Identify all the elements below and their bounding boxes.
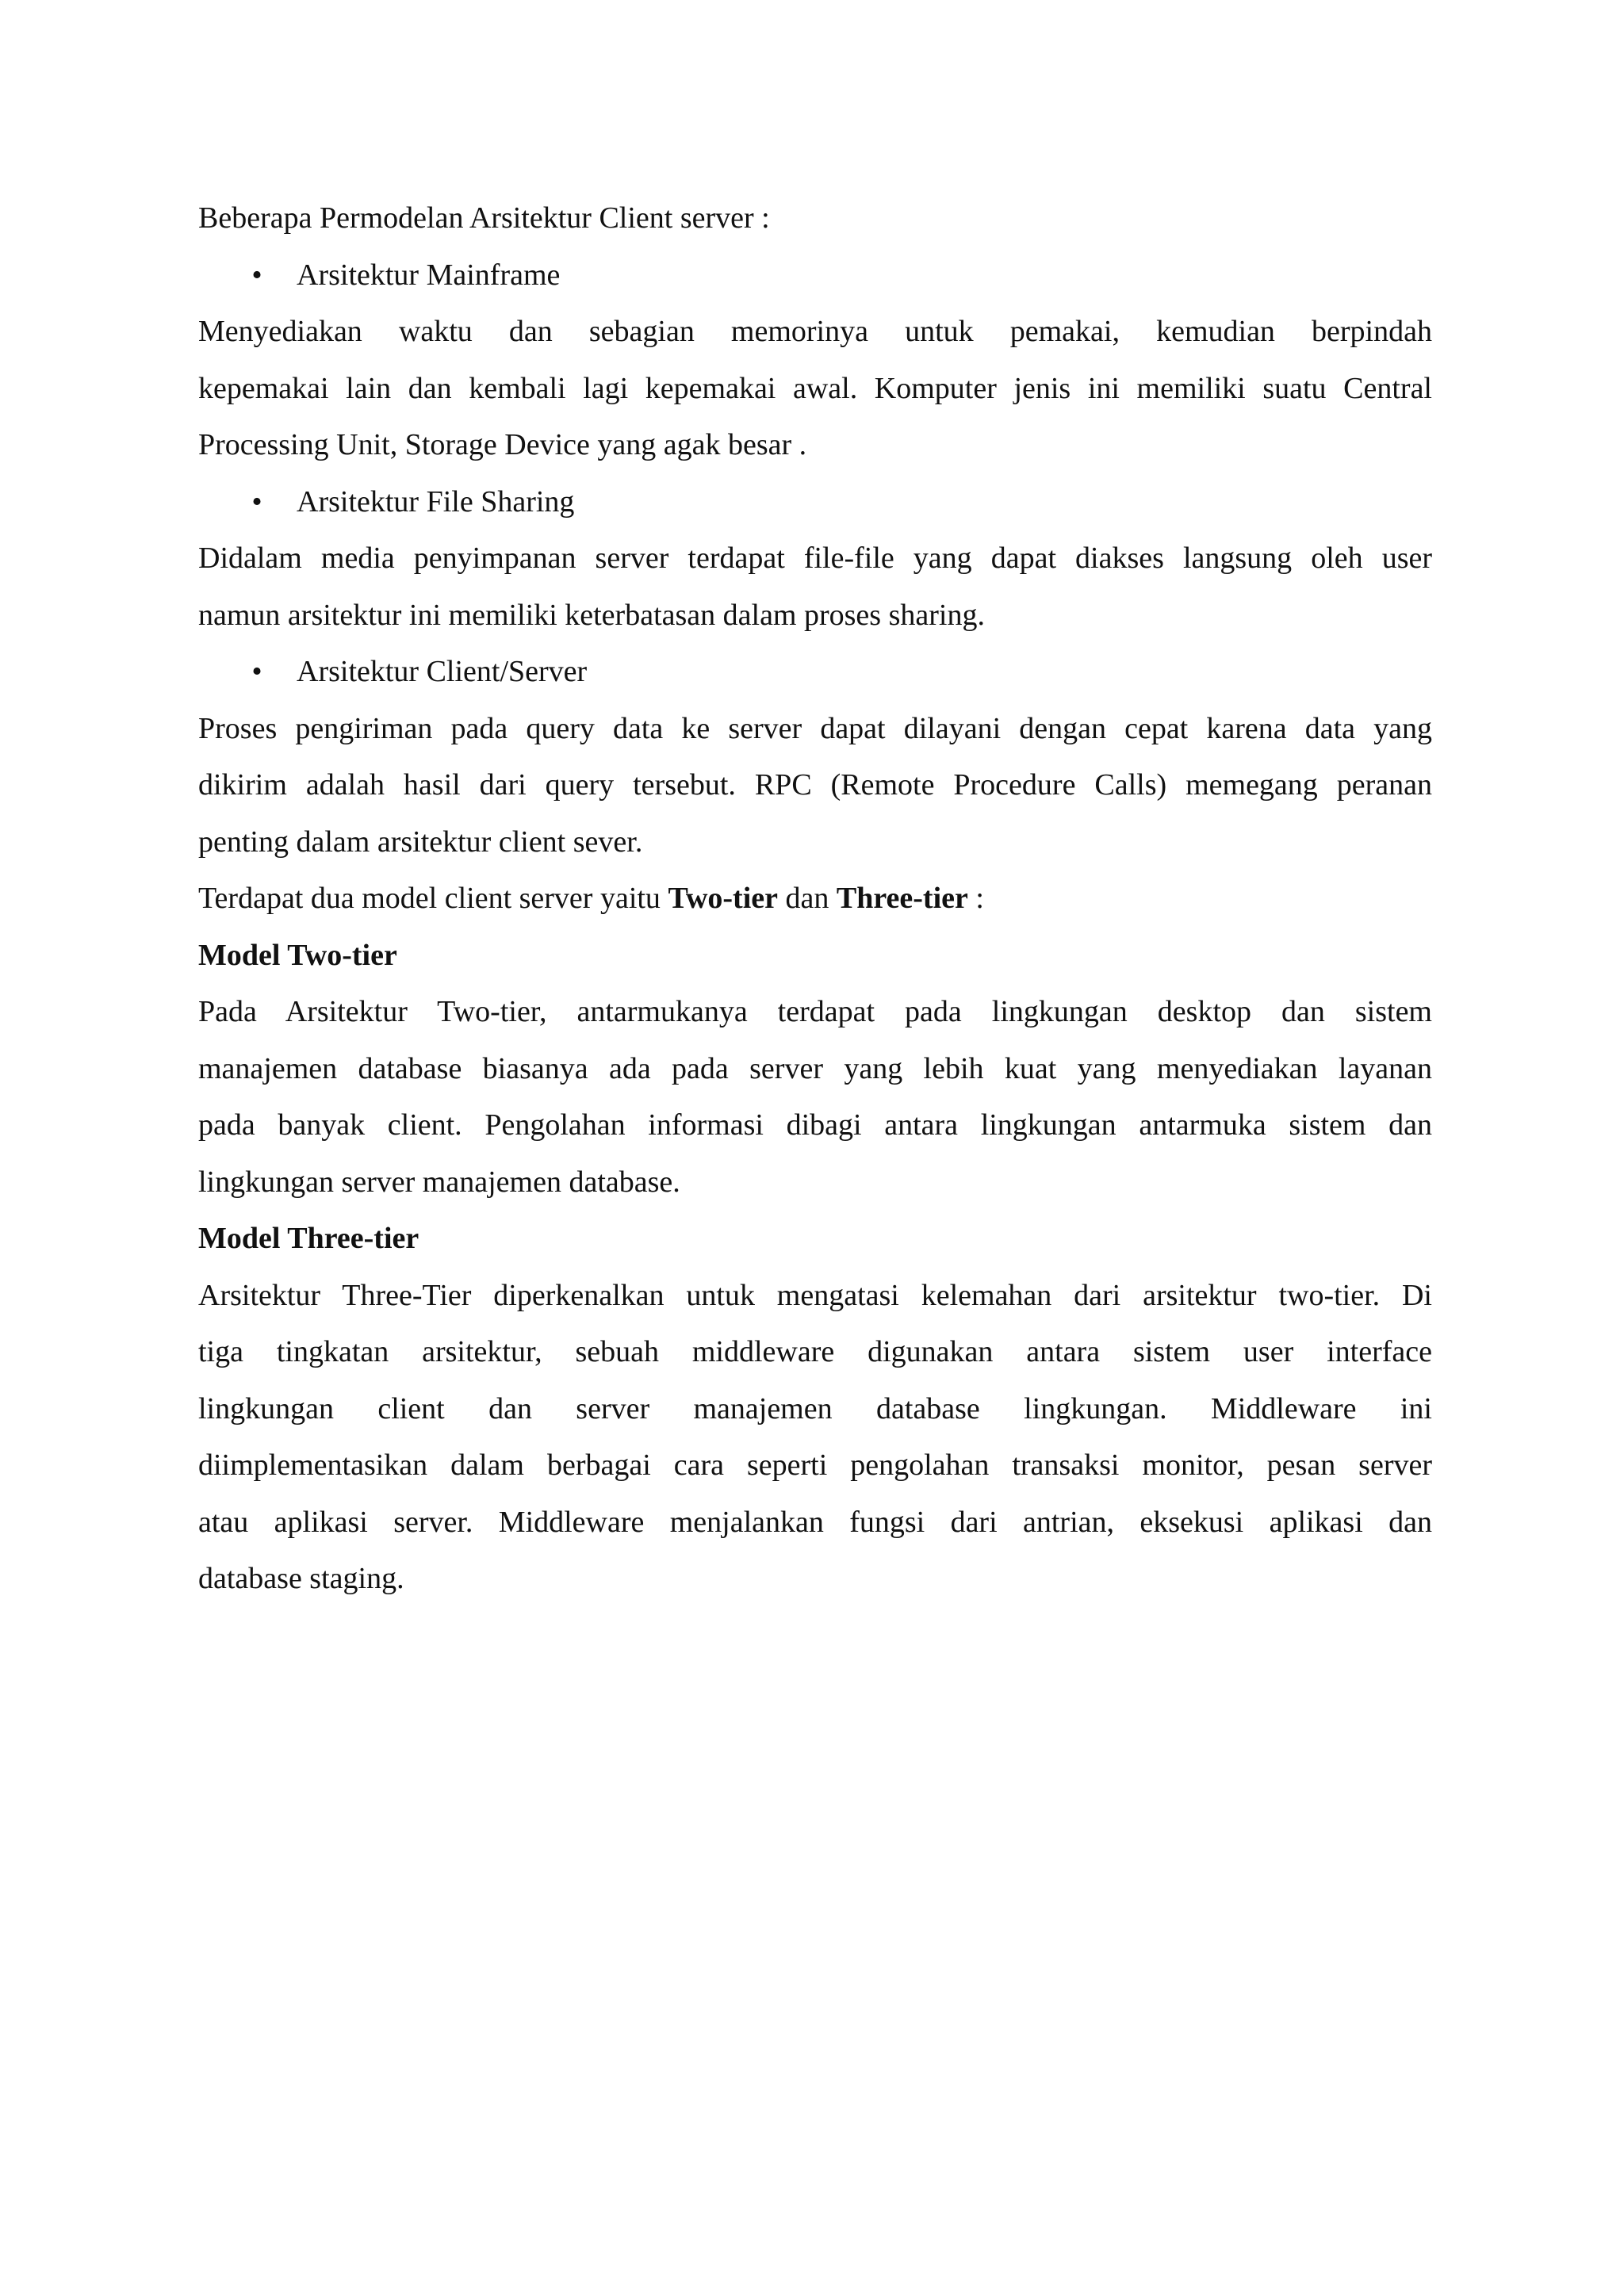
paragraph-three-tier bbox=[198, 1268, 1432, 1608]
bullet-item-client-server bbox=[198, 644, 1432, 701]
paragraph-line: tiga tingkatan arsitektur, sebuah middleware digunakan antara sistem user interface bbox=[198, 1335, 1432, 1368]
bullet-title: Arsitektur Mainframe bbox=[297, 258, 561, 292]
paragraph-line: dikirim adalah hasil dari query tersebut. RPC (Remote Procedure Calls) memegang peranan bbox=[198, 768, 1432, 802]
bullet-title: Arsitektur Client/Server bbox=[297, 655, 588, 688]
paragraph-line: namun arsitektur ini memiliki keterbatasan dalam proses sharing. bbox=[198, 598, 985, 632]
paragraph-line: Menyediakan waktu dan sebagian memorinya untuk pemakai, kemudian berpindah bbox=[198, 315, 1432, 348]
paragraph-line: lingkungan server manajemen database. bbox=[198, 1165, 680, 1199]
models-intro bbox=[198, 871, 1432, 928]
heading-two-tier: Model Two-tier bbox=[198, 938, 397, 972]
models-intro-middle: dan bbox=[778, 882, 837, 915]
paragraph-line: pada banyak client. Pengolahan informasi dibagi antara lingkungan antarmuka sistem dan bbox=[198, 1108, 1432, 1142]
paragraph-mainframe bbox=[198, 304, 1432, 474]
paragraph-line: atau aplikasi server. Middleware menjalankan fungsi dari antrian, eksekusi aplikasi dan bbox=[198, 1505, 1432, 1539]
paragraph-line: penting dalam arsitektur client sever. bbox=[198, 825, 643, 859]
document-page bbox=[198, 190, 1432, 1608]
paragraph-line: diimplementasikan dalam berbagai cara seperti pengolahan transaksi monitor, pesan server bbox=[198, 1448, 1432, 1482]
models-intro-after: : bbox=[967, 882, 984, 915]
paragraph-line: kepemakai lain dan kembali lagi kepemakai awal. Komputer jenis ini memiliki suatu Central bbox=[198, 371, 1432, 405]
paragraph-line: Didalam media penyimpanan server terdapat file-file yang dapat diakses langsung oleh user bbox=[198, 541, 1432, 575]
models-intro-before: Terdapat dua model client server yaitu bbox=[198, 882, 668, 915]
paragraph-line: lingkungan client dan server manajemen database lingkungan. Middleware ini bbox=[198, 1391, 1432, 1425]
paragraph-file-sharing bbox=[198, 530, 1432, 644]
bullet-icon: • bbox=[251, 258, 262, 292]
paragraph-two-tier bbox=[198, 984, 1432, 1211]
bullet-icon: • bbox=[251, 484, 262, 519]
models-intro-three-tier: Three-tier bbox=[836, 882, 968, 915]
paragraph-line: Pada Arsitektur Two-tier, antarmukanya terdapat pada lingkungan desktop dan sistem bbox=[198, 995, 1432, 1028]
models-intro-two-tier: Two-tier bbox=[668, 882, 779, 915]
bullet-title: Arsitektur File Sharing bbox=[297, 484, 575, 519]
heading-three-tier: Model Three-tier bbox=[198, 1222, 419, 1255]
paragraph-line: database staging. bbox=[198, 1562, 404, 1595]
paragraph-line: Processing Unit, Storage Device yang agak besar . bbox=[198, 428, 807, 461]
intro-text: Beberapa Permodelan Arsitektur Client server : bbox=[198, 201, 770, 235]
bullet-item-mainframe bbox=[198, 247, 1432, 304]
bullet-item-file-sharing bbox=[198, 474, 1432, 531]
paragraph-line: Arsitektur Three-Tier diperkenalkan untuk mengatasi kelemahan dari arsitektur two-tier. Di bbox=[198, 1278, 1432, 1312]
paragraph-line: manajemen database biasanya ada pada server yang lebih kuat yang menyediakan layanan bbox=[198, 1051, 1432, 1085]
paragraph-line: Proses pengiriman pada query data ke server dapat dilayani dengan cepat karena data yang bbox=[198, 711, 1432, 745]
bullet-icon: • bbox=[251, 655, 262, 688]
paragraph-client-server bbox=[198, 701, 1432, 871]
